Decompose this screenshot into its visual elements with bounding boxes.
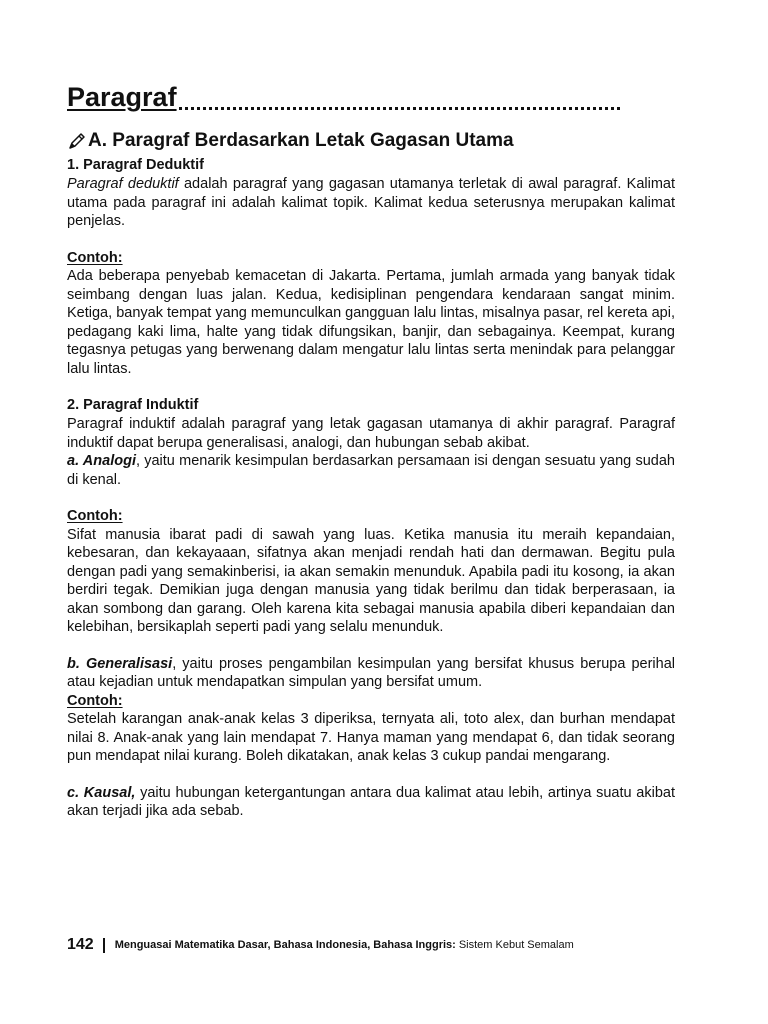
generalisasi-example-label: Contoh: [67,692,123,709]
generalisasi-text: , yaitu proses pengambilan kesimpulan yang bersifat khusus berupa perihal atau kejadian untuk mendapatkan simpulan yang bersifat umum. [67,655,675,690]
deduktif-definition-text: adalah paragraf yang gagasan utamanya terletak di awal paragraf. Kalimat utama pada paragraf ini adalah kalimat topik. Kalimat kedua seterusnya merupakan kalimat penjelas. [67,176,675,229]
title-row [67,78,675,112]
analogi-example: Sifat manusia ibarat padi di sawah yang luas. Ketika manusia itu meraih kepandaian, kebesaran, dan kekayaaan, sifatnya akan menjadi rendah hati dan dermawan. Begitu pula dengan padi yang semakinberisi, ia akan semakin menunduk. Apabila padi itu kosong, ia akan berdiri tegak. Demikian juga dengan manusia yang tidak berilmu dan tidak berperasaan, ia akan sombong dan garang. Oleh karena kita sebagai manusia apabila diberi kepandaian dan kelebihan, bersikaplah seperti padi yang selalu menunduk. [67,526,675,635]
kausal-term: c. Kausal, [67,784,136,801]
footer-book-title: Menguasai Matematika Dasar, Bahasa Indonesia, Bahasa Inggris: [114,939,456,951]
induktif-definition: Paragraf induktif adalah paragraf yang letak gagasan utamanya di akhir paragraf. Paragraf induktif dapat berupa generalisasi, analogi, dan hubungan sebab akibat. [67,416,675,451]
kausal-paragraph [67,784,675,821]
analogi-example-label: Contoh: [67,508,123,524]
analogi-term: a. Analogi [67,453,136,469]
page-footer [67,936,707,954]
induktif-heading: 2. Paragraf Induktif [67,397,199,413]
section-a-heading [67,130,675,152]
footer-book-subtitle: Sistem Kebut Semalam [458,939,574,951]
page-number: 142 [67,936,94,953]
kausal-text: yaitu hubungan ketergantungan antara dua kalimat atau lebih, artinya suatu akibat akan terjadi jika ada sebab. [67,784,675,819]
deduktif-example-label: Contoh: [67,249,123,266]
title-dotted-leader [179,107,620,110]
deduktif-term: Paragraf deduktif [67,176,179,192]
pencil-icon [67,131,87,151]
page-title: Paragraf [67,82,177,112]
generalisasi-term: b. Generalisasi [67,655,173,672]
page-content [67,78,675,821]
deduktif-definition [67,175,675,231]
analogi-text: , yaitu menarik kesimpulan berdasarkan persamaan isi dengan sesuatu yang sudah di kenal. [67,453,675,488]
generalisasi-example: Setelah karangan anak-anak kelas 3 diperiksa, ternyata ali, toto alex, dan burhan mendapat nilai 8. Anak-anak yang lain mendapat 7. Hanya maman yang mendapat 6, dan tidak seorang pun mendapat nilai kurang. Boleh dikatakan, anak kelas 3 cukup pandai mengarang. [67,711,675,764]
deduktif-example: Ada beberapa penyebab kemacetan di Jakarta. Pertama, jumlah armada yang banyak tidak seimbang dengan luas jalan. Kedua, kedisiplinan pengendara kendaraan sangat minim. Ketiga, banyak tempat yang memunculkan gangguan lalu lintas, misalnya pasar, rel kereta api, pedagang kaki lima, halte yang tidak difungsikan, banjir, dan sebagainya. Keempat, kurang tegasnya petugas yang berwenang dalam mengatur lalu lintas serta menindak para pelanggar lalu lintas. [67,268,675,377]
footer-separator [103,938,105,953]
generalisasi-paragraph [67,655,675,692]
analogi-paragraph [67,452,675,489]
section-a-title: A. Paragraf Berdasarkan Letak Gagasan Utama [88,130,514,151]
deduktif-heading: 1. Paragraf Deduktif [67,157,204,173]
